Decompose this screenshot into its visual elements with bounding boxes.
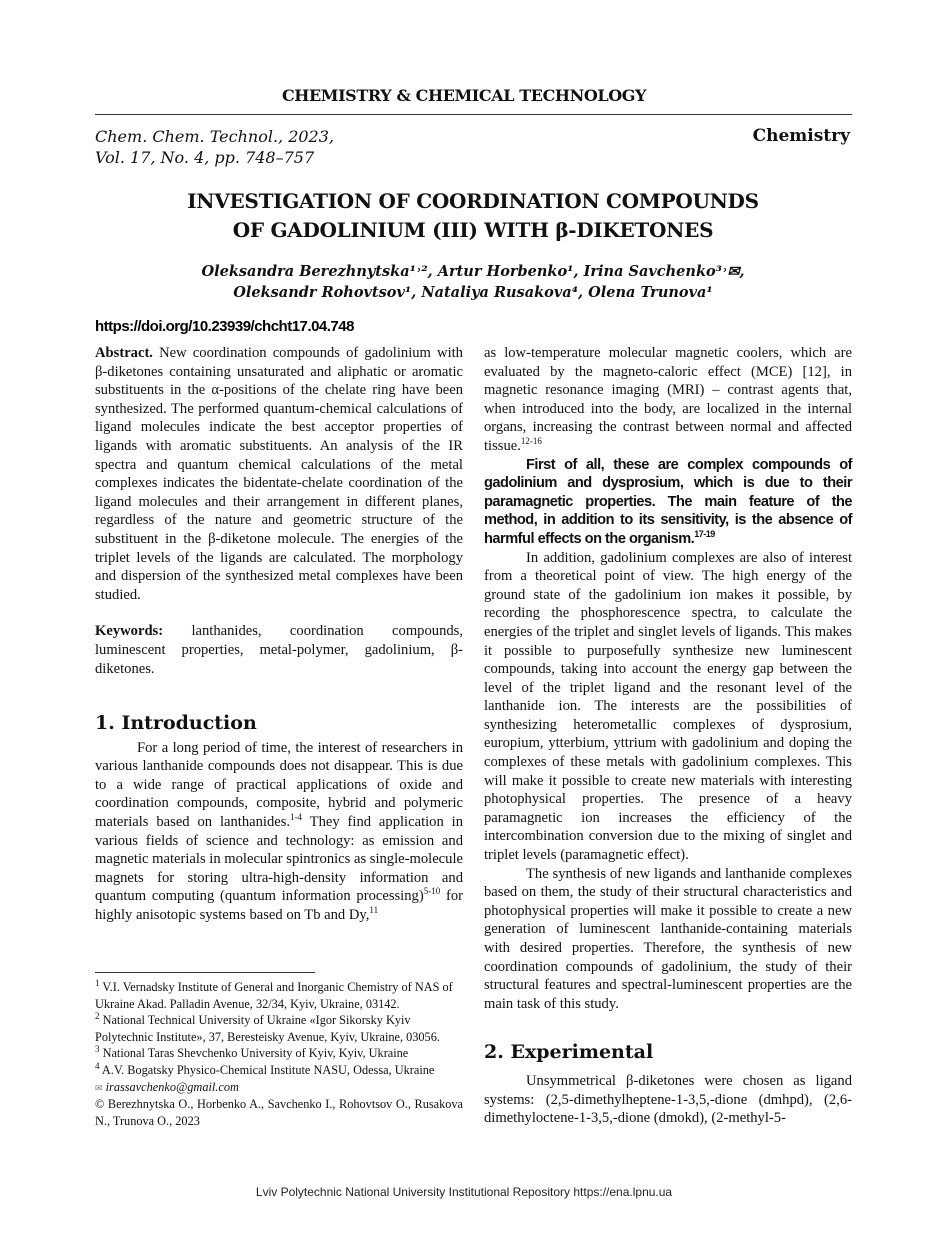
authors-line1: Oleksandra Berezhnytska¹˒², Artur Horbenko¹, Irina Savchenko³˒✉, — [201, 263, 745, 280]
mark: 2 — [95, 1011, 100, 1022]
keywords-label: Keywords: — [95, 623, 164, 640]
doi-link[interactable]: https://doi.org/10.23939/chcht17.04.748 — [95, 318, 354, 335]
section-label: Chemistry — [752, 126, 850, 146]
ref: 17-19 — [694, 529, 715, 540]
copyright-icon: © — [95, 1097, 105, 1112]
footnote — [95, 1045, 463, 1062]
journal-name: CHEMISTRY & CHEMICAL TECHNOLOGY — [281, 86, 647, 105]
intro-paragraph-2 — [484, 456, 852, 549]
ref: 12-16 — [520, 436, 542, 447]
text: National Technical University of Ukraine «Igor Sikorsky Kyiv Polytechnic Institute», 37, Beresteisky Avenue, Kyiv, Ukraine, 03056. — [95, 1013, 440, 1044]
keywords-text: lanthanides, coordination compounds, luminescent properties, metal-polymer, gadolinium, β-diketones. — [95, 623, 463, 677]
text: V.I. Vernadsky Institute of General and Inorganic Chemistry of NAS of Ukraine Akad. Palladin Avenue, 32/34, Kyiv, Ukraine, 03142. — [95, 980, 453, 1011]
mark: 4 — [95, 1060, 100, 1071]
envelope-icon: ✉ — [95, 1082, 103, 1093]
abstract-label: Abstract. — [95, 345, 153, 361]
title-line1: INVESTIGATION OF COORDINATION COMPOUNDS — [187, 189, 759, 213]
footnote — [95, 1062, 463, 1079]
text: for highly anisotopic systems based on Tb and Dy, — [95, 888, 463, 924]
experimental-paragraph-1: Unsymmetrical β-diketones were chosen as ligand systems: (2,5-dimethylheptene-1-3,5,-dione (dmhpd), (2,6-dimethyloctene-1-3,5,-dione (dmokd), (2-methyl-5- — [484, 1072, 852, 1127]
citation-line1: Chem. Chem. Technol., 2023, — [95, 127, 334, 146]
abstract-text: New coordination compounds of gadolinium with β-diketones containing unsaturated and aliphatic or aromatic substituents in the α-positions of the chelate ring have been synthesized. The performed quantum-chemical calculations of ligand molecules indicate the best acceptor properties of ligands with aromatic substituents. An analysis of the IR spectra and quantum chemical calculations of the metal complexes indicates the bidentate-chelate coordination of the ligand molecules and their arrangement in different planes, regardless of the nature and geometric structure of the substituent in the β-diketone molecule. The energies of the triplet levels of the ligands are calculated. The morphology and dispersion of the synthesized metal complexes have been studied. — [95, 345, 463, 603]
footnote-email — [95, 1079, 463, 1097]
authors — [0, 261, 928, 303]
citation — [95, 126, 334, 168]
text: Berezhnytska O., Horbenko A., Savchenko I., Rohovtsov O., Rusakova N., Trunova O., 2023 — [95, 1097, 463, 1128]
authors-line2: Oleksandr Rohovtsov¹, Nataliya Rusakova⁴, Olena Trunova¹ — [233, 284, 713, 301]
title-line2: OF GADOLINIUM (III) WITH β-DIKETONES — [232, 218, 714, 242]
header-rule — [95, 114, 852, 115]
paper-title — [0, 187, 928, 245]
intro-paragraph-1 — [95, 739, 463, 925]
mark: 3 — [95, 1044, 100, 1055]
footnote-copyright — [95, 1096, 463, 1129]
footnote-rule — [95, 972, 315, 973]
text: National Taras Shevchenko University of Kyiv, Kyiv, Ukraine — [102, 1046, 409, 1061]
right-column — [484, 344, 852, 1128]
text: A.V. Bogatsky Physico-Chemical Institute NASU, Odessa, Ukraine — [101, 1062, 435, 1077]
text: as low-temperature molecular magnetic coolers, which are evaluated by the magneto-caloric effect (MCE) [12], in magnetic resonance imaging (MRI) – contrast agents that, when introduced into the body, are localized in the internal organs, increasing the contrast between normal and affected tissue. — [484, 345, 852, 454]
left-column — [95, 344, 463, 925]
footnotes — [95, 972, 463, 1129]
text: First of all, these are complex compounds of gadolinium and dysprosium, which is due to their paramagnetic properties. The main feature of the method, in addition to its sensitivity, is the absence of harmful effects on the organism. — [484, 456, 852, 547]
footnote — [95, 979, 463, 1012]
keywords — [95, 622, 463, 678]
intro-paragraph-3: In addition, gadolinium complexes are also of interest from a theoretical point of view. The high energy of the ground state of the gadolinium ion makes it possible, by recording the phosphorescence spectra, to calculate the energies of the triplet and singlet levels of ligands. This makes it possible to purposefully synthesize new luminescent compounds, taking into account the energy gap between the level of the triplet ligand and the resonant level of the lanthanide ion. The interests are the possibilities of synthesizing heterometallic complexes of dysprosium, europium, ytterbium, yttrium with gadolinium and doping the complexes of these metals with gadolinium complexes. This will make it possible to create new materials with interesting photophysical properties. The presence of a heavy paramagnetic ion increases the efficiency of the intercombination conversion due to the mixing of singlet and triplet levels (paramagnetic effect). — [484, 549, 852, 864]
citation-line2: Vol. 17, No. 4, pp. 748–757 — [95, 148, 315, 167]
ref: 11 — [369, 905, 379, 916]
intro-paragraph-4: The synthesis of new ligands and lanthanide complexes based on them, the study of their structural characteristics and photophysical properties will make it possible to create a new generation of luminescent lanthanide-containing materials with desired properties. Therefore, the synthesis of new coordination compounds of gadolinium, the study of their structural features and spectral-luminescent properties are the main task of this study. — [484, 865, 852, 1012]
email-link[interactable]: irassavchenko@gmail.com — [105, 1079, 239, 1094]
intro-heading: 1. Introduction — [95, 712, 257, 735]
text: For a long period of time, the interest of researchers in various lanthanide compounds does not disappear. This is due to a wide range of practical applications of oxide and coordination compounds, composite, hybrid and polymeric materials based on lanthanides. — [95, 739, 463, 831]
experimental-heading: 2. Experimental — [484, 1041, 654, 1064]
intro-paragraph-1-cont — [484, 344, 852, 456]
mark: 1 — [95, 977, 100, 988]
footnote — [95, 1012, 463, 1045]
repository-footer: Lviv Polytechnic National University Institutional Repository https://ena.lpnu.ua — [255, 1185, 673, 1199]
abstract — [95, 344, 463, 604]
ref: 5-10 — [423, 886, 441, 897]
text: They find application in various fields of science and technology: as emission and magnetic materials in molecular spintronics as single-molecule magnets for storing ultra-high-density information and quantum computing (quantum information processing) — [95, 814, 463, 905]
ref: 1-4 — [290, 812, 303, 823]
